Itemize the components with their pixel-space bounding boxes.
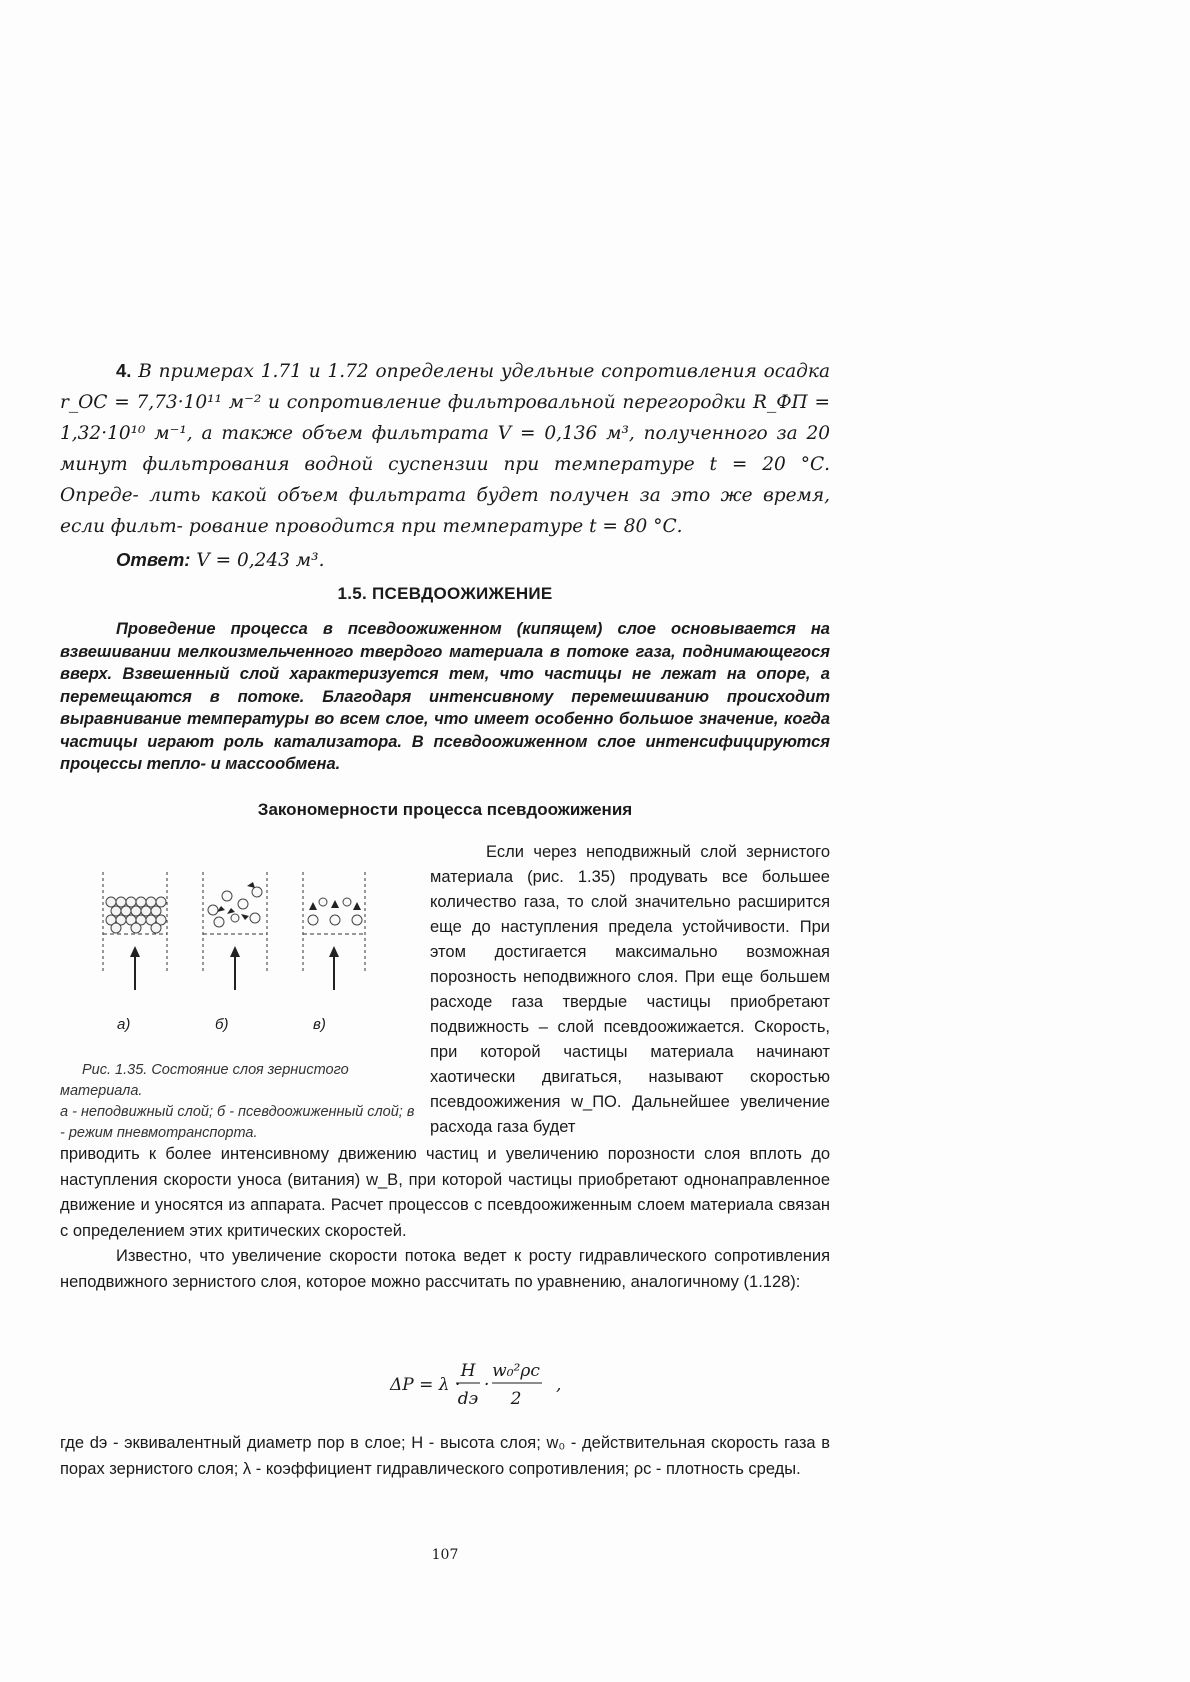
formula-graphic xyxy=(60,1350,830,1420)
answer xyxy=(60,544,830,576)
problem-line: минут фильтрования водной суспензии при температуре t = 20 °С. Опреде- xyxy=(60,454,830,506)
section-title: 1.5. ПСЕВДООЖИЖЕНИЕ xyxy=(337,584,553,603)
problem-block xyxy=(60,355,830,576)
subsection-title: Закономерности процесса псевдоожижения xyxy=(257,800,633,819)
formula-num2: w₀²ρс xyxy=(492,1361,540,1381)
answer-value: V = 0,243 м³. xyxy=(196,550,325,571)
formula-tail: , xyxy=(556,1375,562,1395)
section-intro xyxy=(60,618,830,776)
paragraph: Если через неподвижный слой зернистого материала (рис. 1.35) продувать все большее количество газа, то слой значительно расширится еще до наступления предела устойчивости. При этом достигается максимально возможная порозность неподвижного слоя. При еще большем расходе газа твердые частицы приобретают подвижность – слой псевдоожижается. Скорость, при которой частицы материала начинают хаотически двигаться, называют скоростью псевдоожижения w_ПО. Дальнейшее увеличение расхода газа будет xyxy=(430,843,830,1136)
fluidization-diagram xyxy=(95,862,415,1012)
problem-line: В примерах 1.71 и 1.72 определены удельные сопротивления xyxy=(138,361,757,382)
panel-b-particles xyxy=(208,887,262,927)
formula-legend-text: где dэ - эквивалентный диаметр пор в слое; H - высота слоя; w₀ - действительная скорость газа в порах зернистого слоя; λ - коэффициент гидравлического сопротивления; ρс - плотность среды. xyxy=(60,1434,830,1478)
page-number: 107 xyxy=(431,1547,459,1563)
panel-label-c: в) xyxy=(313,1016,326,1033)
body-right-column xyxy=(430,840,830,1140)
problem-line: рование проводится при температуре t = 80 °С. xyxy=(188,516,683,537)
panel-a-particles xyxy=(106,897,166,933)
caption-title: Рис. 1.35. Состояние слоя зернистого материала. xyxy=(60,1062,349,1099)
problem-number: 4. xyxy=(116,360,132,381)
gas-flow-arrows xyxy=(130,946,339,990)
problem-line: R_ФП = 1,32·10¹⁰ м⁻¹, а также объем фильтрата V = 0,136 м³, полученного за 20 xyxy=(60,392,830,444)
figure-1-35 xyxy=(95,862,415,1042)
problem-text xyxy=(60,355,830,542)
svg-text:·: · xyxy=(484,1375,490,1395)
panel-label-b: б) xyxy=(215,1016,229,1033)
formula-lhs: ΔP = λ · xyxy=(390,1375,461,1395)
paragraph: Известно, что увеличение скорости потока ведет к росту гидравлического сопротивления неподвижного зернистого слоя, которое можно рассчитать по уравнению, аналогичному (1.128): xyxy=(60,1247,830,1291)
formula-den2: 2 xyxy=(510,1389,522,1409)
figure-caption xyxy=(60,1060,420,1144)
pressure-drop-formula xyxy=(60,1350,830,1420)
section-intro-text: Проведение процесса в псевдоожиженном (кипящем) слое основывается на взвешивании мелкоизмельченного твердого материала в потоке газа, поднимающегося вверх. Взвешенный слой характеризуется тем, что частицы не лежат на опоре, а перемещаются в потоке. Благодаря интенсивному перемешиванию происходит выравнивание температуры во всем слое, что имеет особенно большое значение, когда частицы играют роль катализатора. В псевдоожиженном слое интенсифицируются процессы тепло- и массообмена. xyxy=(60,620,830,773)
formula-den1: dэ xyxy=(457,1389,479,1409)
problem-line: осадка r_ОС = 7,73·10¹¹ м⁻² и сопротивление фильтровальной перегородки xyxy=(60,361,830,413)
caption-body: а - неподвижный слой; б - псевдоожиженный слой; в - режим пневмотранспорта. xyxy=(60,1104,415,1141)
paragraph: приводить к более интенсивному движению частиц и увеличению порозности слоя вплоть до наступления скорости уноса (витания) w_В, при которой частицы приобретают однонаправленное движение и уносятся из аппарата. Расчет процессов с псевдоожиженным слоем материала связан с определением этих критических скоростей. xyxy=(60,1145,830,1240)
panel-label-a: а) xyxy=(117,1016,131,1033)
body-full-width xyxy=(60,1142,830,1295)
panel-c-up-arrows xyxy=(309,900,361,910)
answer-label: Ответ: xyxy=(116,549,191,570)
problem-line: лить какой объем фильтрата будет получен за это же время, если фильт- xyxy=(60,485,830,537)
formula-legend xyxy=(60,1430,830,1482)
formula-num1: H xyxy=(460,1361,476,1381)
